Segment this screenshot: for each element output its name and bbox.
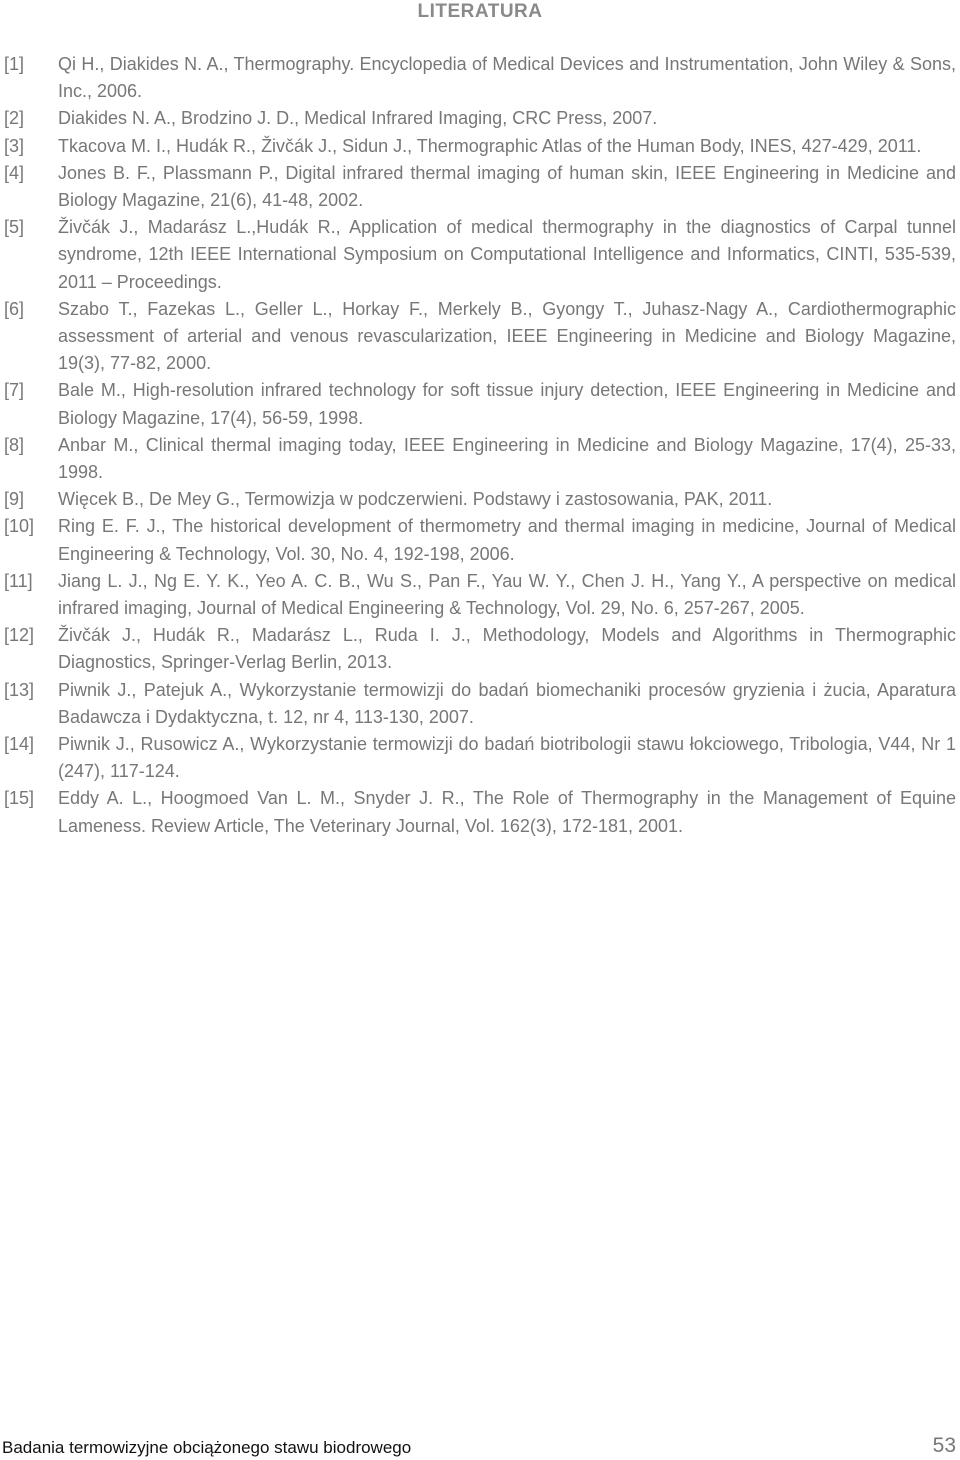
footer-title: Badania termowizyjne obciążonego stawu biodrowego — [2, 1438, 412, 1457]
page-heading: LITERATURA — [417, 1, 543, 22]
reference-item — [0, 133, 960, 160]
reference-text: Szabo T., Fazekas L., Geller L., Horkay F., Merkely B., Gyongy T., Juhasz-Nagy A., Cardiothermographic assessment of arterial and venous revascularization, IEEE Engineering in Medicine and Biology Magazine, 19(3), 77-82, 2000. — [58, 298, 956, 374]
reference-number: [11] — [4, 570, 33, 591]
reference-text: Ring E. F. J., The historical development of thermometry and thermal imaging in medicine, Journal of Medical Engineering & Technology, Vol. 30, No. 4, 192-198, 2006. — [58, 516, 956, 564]
reference-number: [10] — [4, 516, 35, 537]
reference-number: [1] — [4, 54, 25, 74]
reference-item — [0, 214, 960, 296]
reference-item — [0, 677, 960, 731]
reference-number: [8] — [4, 434, 25, 455]
reference-text: Bale M., High-resolution infrared technology for soft tissue injury detection, IEEE Engineering in Medicine and Biology Magazine, 17(4), 56-59, 1998. — [58, 380, 956, 428]
reference-number: [5] — [4, 217, 25, 238]
reference-item — [0, 51, 960, 105]
reference-number: [6] — [4, 298, 25, 319]
reference-item — [0, 731, 960, 785]
reference-number: [13] — [4, 679, 35, 700]
reference-number: [4] — [4, 162, 25, 183]
reference-text: Anbar M., Clinical thermal imaging today, IEEE Engineering in Medicine and Biology Magazine, 17(4), 25-33, 1998. — [58, 434, 956, 483]
reference-number: [9] — [4, 489, 25, 510]
reference-item — [0, 296, 960, 378]
reference-text: Qi H., Diakides N. A., Thermography. Encyclopedia of Medical Devices and Instrumentation, John Wiley & Sons, Inc., 2006. — [58, 54, 956, 102]
reference-number: [2] — [4, 108, 25, 129]
reference-number: [7] — [4, 380, 25, 401]
reference-text: Živčák J., Hudák R., Madarász L., Ruda I. J., Methodology, Models and Algorithms in Thermographic Diagnostics, Springer-Verlag Berlin, 2013. — [58, 625, 956, 673]
reference-item — [0, 785, 960, 839]
reference-text: Eddy A. L., Hoogmoed Van L. M., Snyder J. R., The Role of Thermography in the Management of Equine Lameness. Review Article, The Veterinary Journal, Vol. 162(3), 172-181, 2001. — [58, 788, 956, 836]
reference-item — [0, 377, 960, 431]
reference-text: Diakides N. A., Brodzino J. D., Medical Infrared Imaging, CRC Press, 2007. — [58, 108, 658, 129]
reference-item — [0, 105, 960, 132]
reference-text: Więcek B., De Mey G., Termowizja w podczerwieni. Podstawy i zastosowania, PAK, 2011. — [58, 489, 773, 510]
reference-number: [12] — [4, 625, 35, 646]
reference-list — [0, 51, 960, 840]
reference-number: [15] — [4, 788, 35, 809]
reference-text: Piwnik J., Rusowicz A., Wykorzystanie termowizji do badań biotribologii stawu łokciowego, Tribologia, V44, Nr 1 (247), 117-124. — [58, 734, 956, 782]
reference-item — [0, 486, 960, 513]
reference-text: Tkacova M. I., Hudák R., Živčák J., Sidun J., Thermographic Atlas of the Human Body, INES, 427-429, 2011. — [58, 135, 922, 156]
reference-item — [0, 160, 960, 214]
reference-item — [0, 432, 960, 486]
page-number: 53 — [932, 1434, 956, 1457]
reference-item — [0, 513, 960, 567]
reference-text: Jiang L. J., Ng E. Y. K., Yeo A. C. B., Wu S., Pan F., Yau W. Y., Chen J. H., Yang Y., A perspective on medical infrared imaging, Journal of Medical Engineering & Technology, Vol. 29, No. 6, 257-267, 2005. — [58, 570, 956, 619]
reference-item — [0, 622, 960, 676]
reference-text: Piwnik J., Patejuk A., Wykorzystanie termowizji do badań biomechaniki procesów gryzienia i żucia, Aparatura Badawcza i Dydaktyczna, t. 12, nr 4, 113-130, 2007. — [58, 679, 956, 727]
reference-number: [3] — [4, 135, 25, 156]
reference-number: [14] — [4, 734, 35, 755]
reference-text: Živčák J., Madarász L.,Hudák R., Application of medical thermography in the diagnostics of Carpal tunnel syndrome, 12th IEEE International Symposium on Computational Intelligence and Informatics, CINTI, 535-539, 2011 – Proceedings. — [58, 217, 956, 292]
reference-text: Jones B. F., Plassmann P., Digital infrared thermal imaging of human skin, IEEE Engineering in Medicine and Biology Magazine, 21(6), 41-48, 2002. — [58, 162, 956, 211]
reference-item — [0, 568, 960, 622]
